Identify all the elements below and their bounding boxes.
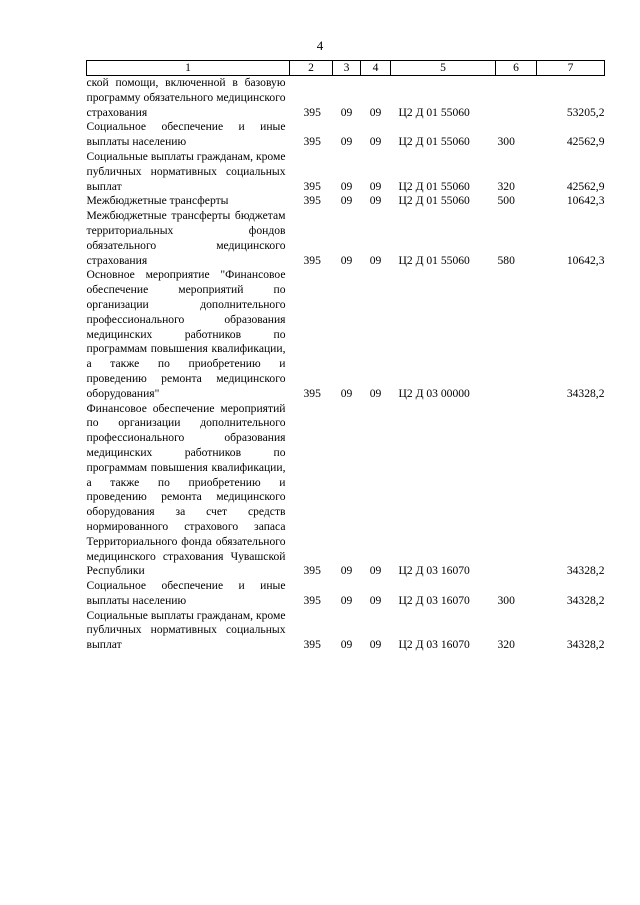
row-expense-type bbox=[496, 76, 537, 121]
row-target-article: Ц2 Д 03 00000 bbox=[398, 386, 470, 400]
row-code-admin: 395 bbox=[303, 638, 321, 652]
row-code-admin: 395 bbox=[303, 253, 321, 267]
row-expense-type bbox=[496, 402, 537, 580]
row-target-article: Ц2 Д 01 55060 bbox=[398, 179, 470, 193]
row-expense-type: 320 bbox=[497, 638, 515, 652]
table-row bbox=[87, 76, 605, 121]
row-name: Социальные выплаты гражданам, кроме публичных нормативных социальных выплат bbox=[86, 608, 286, 652]
row-section: 09 bbox=[340, 638, 353, 652]
row-name: Социальное обеспечение и иные выплаты населению bbox=[86, 120, 286, 149]
row-name: Социальное обеспечение и иные выплаты населению bbox=[86, 579, 286, 607]
page-number: 4 bbox=[316, 38, 324, 53]
row-target-article: Ц2 Д 01 55060 bbox=[398, 105, 470, 119]
row-name: Межбюджетные трансферты bbox=[86, 194, 229, 208]
table-row bbox=[87, 194, 605, 209]
table-row bbox=[87, 609, 605, 653]
row-target-article: Ц2 Д 03 16070 bbox=[398, 564, 470, 578]
row-amount: 34328,2 bbox=[566, 593, 605, 607]
column-header-4: 4 bbox=[361, 61, 391, 76]
row-section: 09 bbox=[340, 593, 353, 607]
row-code-admin: 395 bbox=[303, 386, 321, 400]
row-subsection: 09 bbox=[369, 593, 382, 607]
table-row bbox=[87, 150, 605, 194]
column-header-2: 2 bbox=[290, 61, 333, 76]
table-header bbox=[87, 61, 605, 76]
row-name: Межбюджетные трансферты бюджетам территориальных фондов обязательного медицинского страхования bbox=[86, 209, 286, 267]
row-amount: 42562,9 bbox=[566, 135, 605, 149]
row-section: 09 bbox=[340, 105, 353, 119]
column-header-3: 3 bbox=[333, 61, 361, 76]
header-row bbox=[87, 61, 605, 76]
row-expense-type: 320 bbox=[497, 179, 515, 193]
row-section: 09 bbox=[340, 253, 353, 267]
row-expense-type: 500 bbox=[497, 194, 515, 208]
row-expense-type: 580 bbox=[497, 253, 515, 267]
row-name: ской помощи, включенной в базовую программу обязательного медицинского страхования bbox=[86, 76, 286, 119]
row-expense-type bbox=[496, 268, 537, 401]
row-amount: 34328,2 bbox=[566, 386, 605, 400]
row-section: 09 bbox=[340, 564, 353, 578]
table-row bbox=[87, 402, 605, 580]
row-code-admin: 395 bbox=[303, 105, 321, 119]
row-section: 09 bbox=[340, 135, 353, 149]
row-target-article: Ц2 Д 01 55060 bbox=[398, 135, 470, 149]
row-code-admin: 395 bbox=[303, 564, 321, 578]
column-header-7: 7 bbox=[537, 61, 605, 76]
row-subsection: 09 bbox=[369, 638, 382, 652]
row-target-article: Ц2 Д 03 16070 bbox=[398, 593, 470, 607]
row-code-admin: 395 bbox=[303, 179, 321, 193]
row-subsection: 09 bbox=[369, 194, 382, 208]
row-code-admin: 395 bbox=[303, 135, 321, 149]
table-row bbox=[87, 120, 605, 150]
row-expense-type: 300 bbox=[497, 593, 515, 607]
row-subsection: 09 bbox=[369, 135, 382, 149]
row-code-admin: 395 bbox=[303, 593, 321, 607]
row-section: 09 bbox=[340, 194, 353, 208]
column-header-1: 1 bbox=[87, 61, 290, 76]
row-name: Основное мероприятие "Финансовое обеспечение мероприятий по организации дополнительного профессионального образования медицинских работников по программам повышения квалификации, а также по приобретению и проведению ремонта медицинского оборудования" bbox=[86, 268, 286, 400]
row-amount: 34328,2 bbox=[566, 564, 605, 578]
row-amount: 42562,9 bbox=[566, 179, 605, 193]
budget-table bbox=[86, 60, 605, 653]
row-name: Финансовое обеспечение мероприятий по организации дополнительного профессионального образования медицинских работников по программам повышения квалификации, а также по приобретению и проведению ремонта медицинского оборудования за счет средств нормированного страхового запаса Территориального фонда обязательного медицинского страхования Чувашской Республики bbox=[86, 401, 286, 578]
column-header-6: 6 bbox=[496, 61, 537, 76]
row-target-article: Ц2 Д 01 55060 bbox=[398, 253, 470, 267]
row-amount: 10642,3 bbox=[566, 194, 605, 208]
row-section: 09 bbox=[340, 386, 353, 400]
row-subsection: 09 bbox=[369, 253, 382, 267]
row-subsection: 09 bbox=[369, 179, 382, 193]
row-name: Социальные выплаты гражданам, кроме публичных нормативных социальных выплат bbox=[86, 149, 286, 193]
row-subsection: 09 bbox=[369, 105, 382, 119]
row-amount: 53205,2 bbox=[566, 105, 605, 119]
row-target-article: Ц2 Д 01 55060 bbox=[398, 194, 470, 208]
column-header-5: 5 bbox=[391, 61, 496, 76]
table-row bbox=[87, 579, 605, 609]
table-body bbox=[87, 76, 605, 654]
row-amount: 10642,3 bbox=[566, 253, 605, 267]
row-subsection: 09 bbox=[369, 386, 382, 400]
row-code-admin: 395 bbox=[303, 194, 321, 208]
row-section: 09 bbox=[340, 179, 353, 193]
row-amount: 34328,2 bbox=[566, 638, 605, 652]
table-row bbox=[87, 209, 605, 268]
row-target-article: Ц2 Д 03 16070 bbox=[398, 638, 470, 652]
row-expense-type: 300 bbox=[497, 135, 515, 149]
table-row bbox=[87, 268, 605, 401]
row-subsection: 09 bbox=[369, 564, 382, 578]
